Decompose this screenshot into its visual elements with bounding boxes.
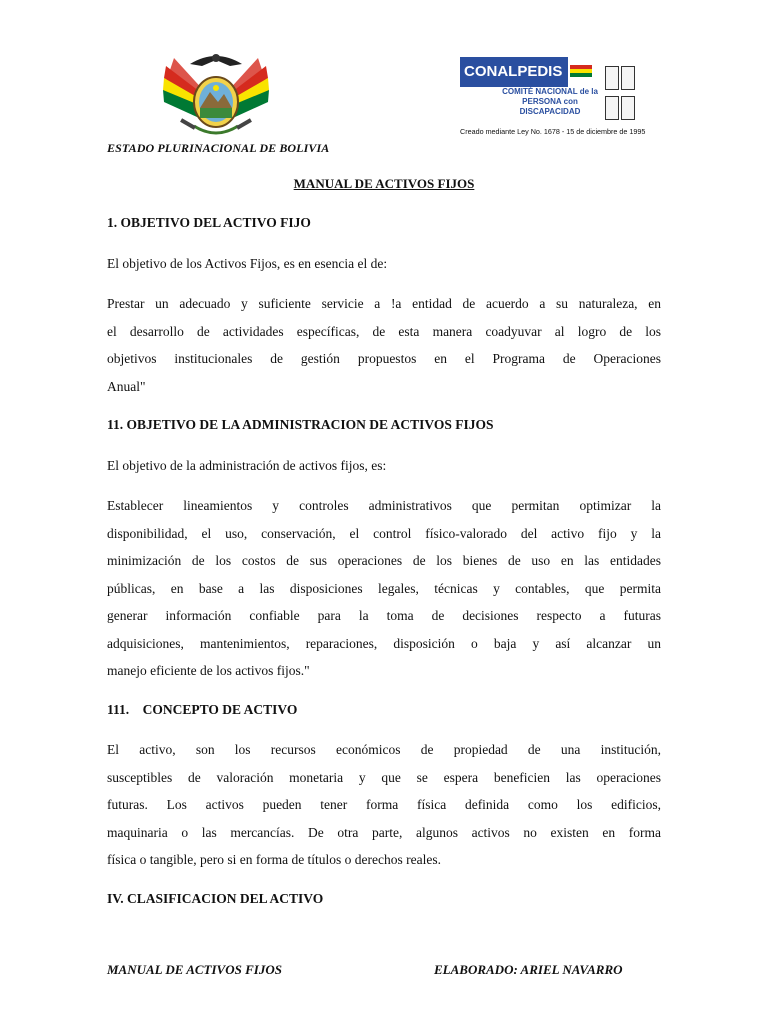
logo-subtitle xyxy=(496,87,604,117)
footer-document-name: MANUAL DE ACTIVOS FIJOS xyxy=(107,962,282,977)
conalpedis-logo xyxy=(458,55,646,139)
section-paragraph xyxy=(107,736,661,874)
paragraph-line: El activo, son los recursos económicos de propiedad de una institución, xyxy=(107,742,661,757)
paragraph-line: adquisiciones, mantenimientos, reparaciones, disposición o baja y así alcanzar un xyxy=(107,635,661,651)
state-caption: ESTADO PLURINACIONAL DE BOLIVIA xyxy=(107,141,330,155)
paragraph-line: manejo eficiente de los activos fijos." xyxy=(107,663,310,678)
section-heading: 111. CONCEPTO DE ACTIVO xyxy=(107,702,298,717)
disability-pictograms-icon xyxy=(604,65,636,119)
paragraph-line: públicas, en base a las disposiciones legales, técnicas y contables, que permita xyxy=(107,580,661,596)
bolivia-coat-of-arms-icon xyxy=(160,44,272,142)
paragraph-line: disponibilidad, el uso, conservación, el control físico-valorado del activo fijo y la xyxy=(107,525,661,541)
paragraph-line: Prestar un adecuado y suficiente servicie a !a entidad de acuerdo a su naturaleza, en xyxy=(107,296,661,311)
paragraph-line: generar información confiable para la toma de decisiones respecto a futuras xyxy=(107,608,661,623)
section-intro: El objetivo de los Activos Fijos, es en esencia el de: xyxy=(107,256,388,271)
section-paragraph xyxy=(107,290,661,400)
paragraph-line: física o tangible, pero si en forma de títulos o derechos reales. xyxy=(107,852,442,867)
document-title: MANUAL DE ACTIVOS FIJOS xyxy=(293,176,475,191)
section-heading: IV. CLASIFICACION DEL ACTIVO xyxy=(107,891,324,906)
logo-brand: CONALPEDIS xyxy=(460,57,568,87)
section-heading: 11. OBJETIVO DE LA ADMINISTRACION DE ACTIVOS FIJOS xyxy=(107,417,494,432)
paragraph-line: susceptibles de valoración monetaria y que se espera beneficien las operaciones xyxy=(107,769,661,785)
paragraph-line: futuras. Los activos pueden tener forma física definida como los edificios, xyxy=(107,797,661,812)
logo-footer: Creado mediante Ley No. 1678 - 15 de diciembre de 1995 xyxy=(460,127,646,136)
logo-subtitle-line: PERSONA con xyxy=(522,97,578,106)
logo-subtitle-line: DISCAPACIDAD xyxy=(519,107,581,116)
paragraph-line: el desarrollo de actividades específicas, de esta manera coadyuvar al logro de los xyxy=(107,323,661,339)
flag-stripes-icon xyxy=(570,65,592,79)
section-intro: El objetivo de la administración de activos fijos, es: xyxy=(107,458,387,473)
paragraph-line: maquinaria o las mercancías. De otra parte, algunos activos no existen en forma xyxy=(107,824,661,840)
footer-author: ELABORADO: ARIEL NAVARRO xyxy=(434,962,623,977)
paragraph-line: minimización de los costos de sus operaciones de los bienes de uso en las entidades xyxy=(107,553,661,568)
section-paragraph xyxy=(107,492,661,685)
section-heading: 1. OBJETIVO DEL ACTIVO FIJO xyxy=(107,215,311,230)
paragraph-line: Establecer lineamientos y controles administrativos que permitan optimizar la xyxy=(107,498,661,513)
logo-subtitle-line: COMITÉ NACIONAL de la xyxy=(502,87,598,96)
paragraph-line: Anual" xyxy=(107,378,146,394)
paragraph-line: objetivos institucionales de gestión propuestos en el Programa de Operaciones xyxy=(107,351,661,366)
